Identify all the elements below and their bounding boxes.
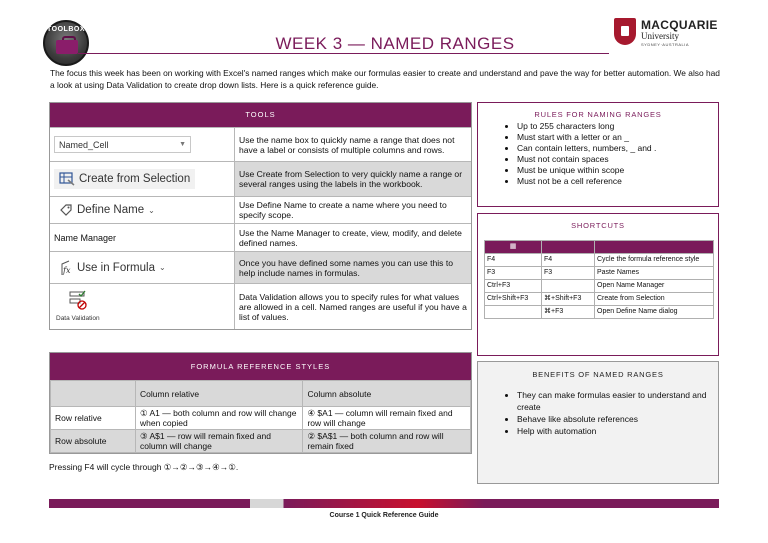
list-item: • Must not contain spaces — [517, 154, 718, 165]
tools-title: TOOLS — [50, 103, 471, 127]
toolbox-icon — [56, 40, 78, 54]
tools-row — [50, 251, 471, 283]
tools-row — [50, 283, 471, 329]
university-sub: University — [641, 31, 679, 41]
list-item: • Can contain letters, numbers, _ and . — [517, 143, 718, 154]
benefits-box — [477, 361, 719, 484]
table-row: Ctrl+Shift+F3 ⌘+Shift+F3 Create from Selection — [485, 293, 714, 306]
apple-icon — [542, 241, 595, 254]
chevron-down-icon: ⌄ — [158, 263, 166, 272]
create-from-selection-icon — [59, 172, 75, 186]
svg-text:fx: fx — [63, 265, 71, 275]
create-from-selection-label: Create from Selection — [79, 173, 191, 185]
data-validation-label: Data Validation — [56, 315, 100, 322]
tool-description: Data Validation allows you to specify rules for what values are allowed in a cell. Named ranges are useful if you have a list of values. — [239, 291, 467, 322]
footer-text: Course 1 Quick Reference Guide — [329, 512, 439, 519]
list-item: • Must start with a letter or an _ — [517, 132, 718, 143]
name-manager-label[interactable]: Name Manager — [54, 232, 117, 243]
university-name: MACQUARIE — [641, 18, 718, 32]
logo-text: TOOLBOX — [47, 26, 85, 33]
name-box[interactable] — [54, 136, 191, 153]
tool-description: Use Define Name to create a name where you need to specify scope. — [239, 200, 447, 220]
shortcuts-box — [477, 213, 719, 356]
create-from-selection-button[interactable] — [54, 169, 195, 189]
row-relative-header: Row relative — [51, 407, 136, 430]
formula-reference-table — [49, 352, 472, 454]
benefits-list — [478, 389, 718, 437]
use-in-formula-button[interactable] — [54, 257, 171, 279]
tool-description: Use Create from Selection to very quickly name a range or several ranges using the labels in the workbook. — [235, 162, 471, 196]
list-item: • Behave like absolute references — [517, 413, 718, 425]
list-item: • Help with automation — [517, 425, 718, 437]
name-box-value: Named_Cell — [59, 139, 109, 150]
rules-list — [478, 121, 718, 187]
tools-row — [50, 196, 471, 223]
tag-icon — [59, 203, 73, 217]
table-row: Ctrl+F3 Open Name Manager — [485, 280, 714, 293]
data-validation-button[interactable] — [56, 290, 100, 323]
tool-description: Once you have defined some names you can use this to help include names in formulas. — [235, 252, 471, 283]
tool-description: Use the name box to quickly name a range that does not have a label or consists of multiple columns and rows. — [239, 134, 455, 155]
use-in-formula-label: Use in Formula — [77, 261, 155, 274]
tool-description: Use the Name Manager to create, view, modify, and delete defined names. — [239, 227, 462, 248]
intro-text: The focus this week has been on working with Excel's named ranges which make our formulas easier to create and understand and pave the way for better automation. We also had a look at using Data Validation to create drop down lists. Here is a quick reference guide. — [50, 68, 720, 90]
title-underline — [78, 53, 609, 54]
list-item: • Must not be a cell reference — [517, 176, 718, 187]
chevron-down-icon: ⌄ — [148, 205, 155, 215]
list-item: • Must be unique within scope — [517, 165, 718, 176]
table-row: ⌘+F3 Open Define Name dialog — [485, 306, 714, 319]
data-validation-icon — [67, 290, 89, 312]
function-icon — [59, 260, 73, 276]
define-name-label: Define Name — [77, 204, 145, 216]
table-header-row — [51, 381, 471, 407]
tools-row — [50, 161, 471, 196]
tools-row — [50, 127, 471, 161]
list-item: • They can make formulas easier to understand and create — [517, 389, 718, 413]
university-shield-icon — [614, 18, 636, 45]
table-row: Row absolute ③ A$1 — row will remain fixed and column will change ② $A$1 — both column and row will remain fixed — [51, 430, 471, 453]
tools-row — [50, 223, 471, 251]
list-item: • Up to 255 characters long — [517, 121, 718, 132]
university-location: SYDNEY·AUSTRALIA — [641, 42, 690, 47]
tools-table — [49, 102, 472, 330]
shortcuts-title: SHORTCUTS — [571, 221, 625, 230]
shortcuts-table — [484, 240, 714, 319]
toolbox-logo — [43, 20, 89, 66]
table-header-row — [485, 241, 714, 254]
column-absolute-header: Column absolute — [303, 381, 471, 407]
page-title: WEEK 3 — NAMED RANGES — [275, 34, 515, 53]
formula-reference-title: FORMULA REFERENCE STYLES — [50, 353, 471, 380]
define-name-button[interactable] — [54, 200, 160, 220]
rules-title: RULES FOR NAMING RANGES — [534, 110, 662, 119]
row-absolute-header: Row absolute — [51, 430, 136, 453]
rules-box — [477, 102, 719, 207]
f4-cycle-note: Pressing F4 will cycle through ①→②→③→④→①. — [49, 462, 239, 472]
windows-icon: ▦ — [485, 241, 542, 254]
table-row: F3 F3 Paste Names — [485, 267, 714, 280]
column-relative-header: Column relative — [136, 381, 303, 407]
benefits-title: BENEFITS OF NAMED RANGES — [532, 370, 664, 379]
chevron-down-icon: ▼ — [179, 141, 186, 148]
table-row: Row relative ① A1 — both column and row will change when copied ④ $A1 — column will remain fixed and row will change — [51, 407, 471, 430]
footer-bar — [49, 499, 719, 508]
table-row: F4 F4 Cycle the formula reference style — [485, 254, 714, 267]
